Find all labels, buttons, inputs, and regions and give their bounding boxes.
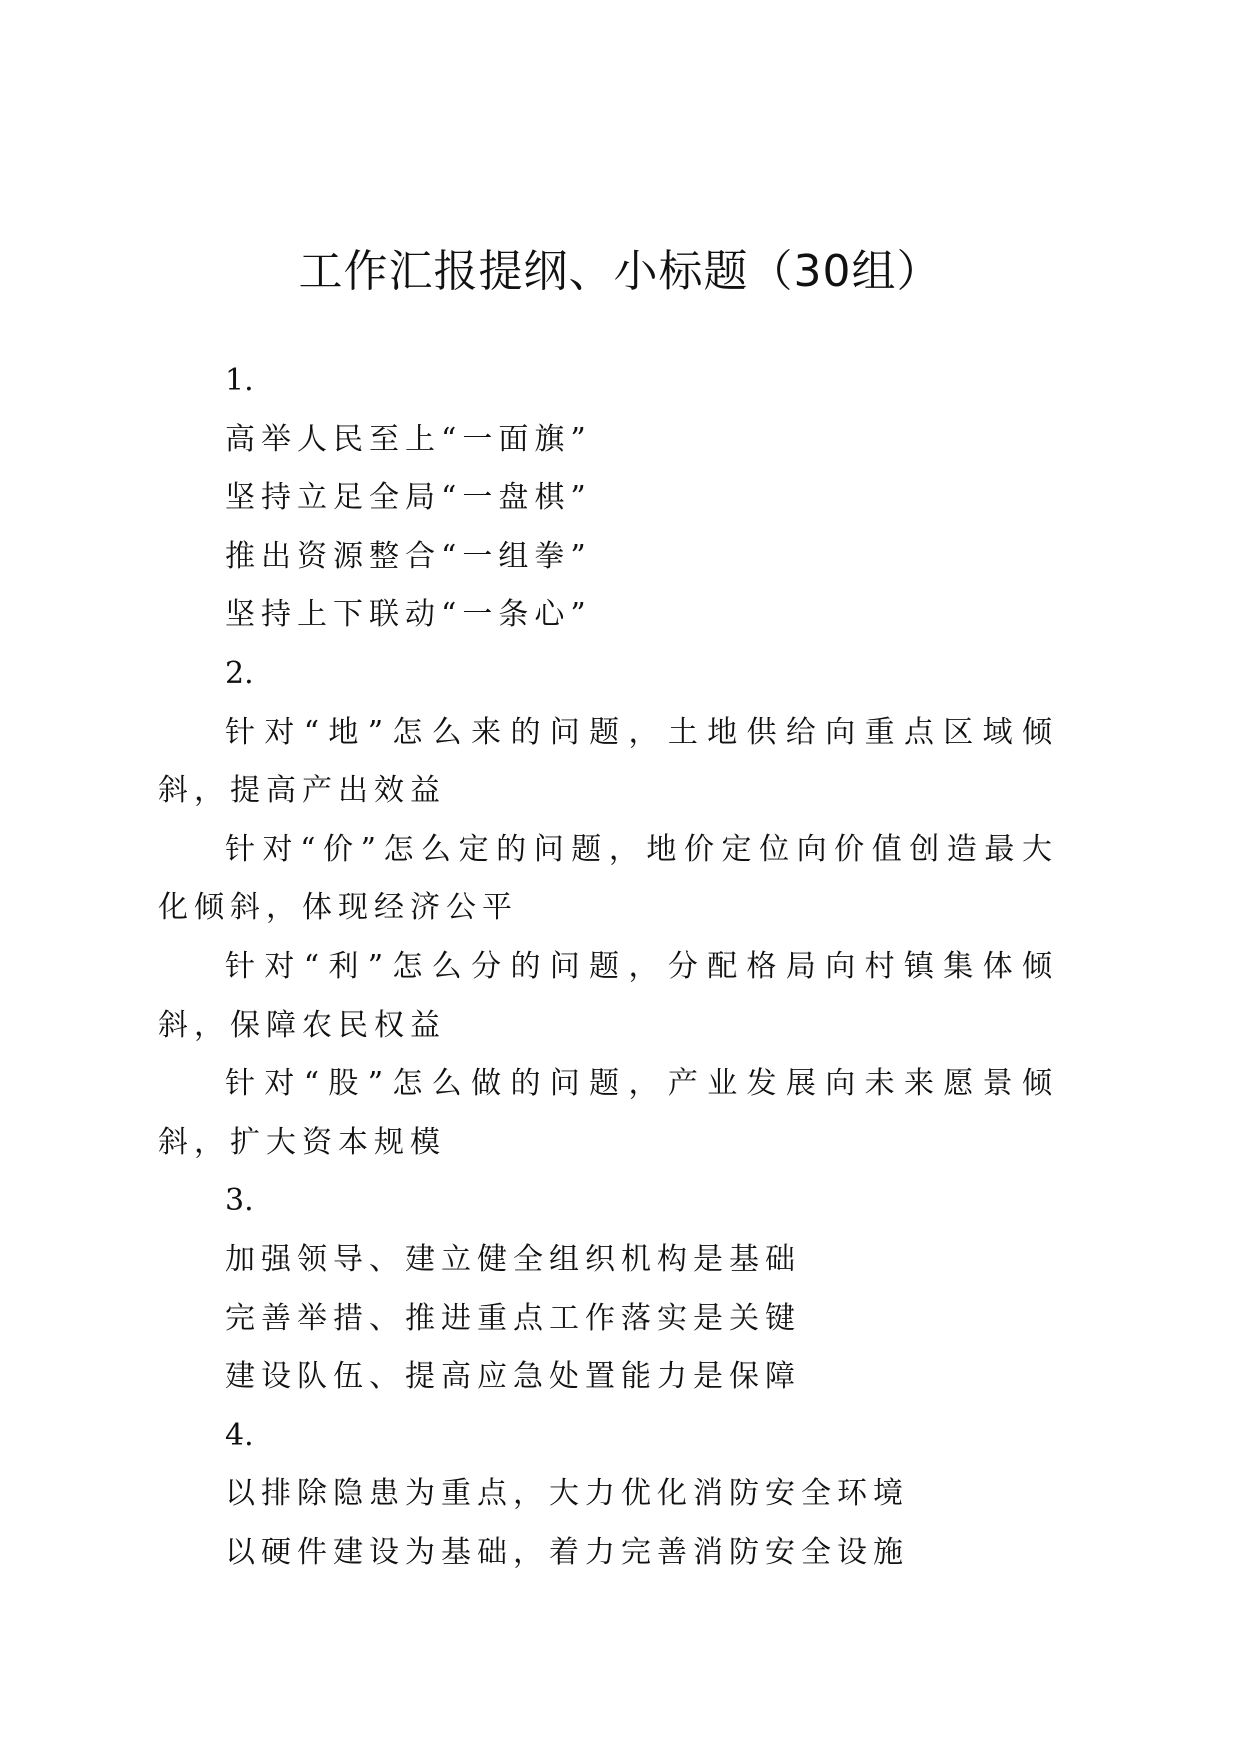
group-item: 坚持立足全局“一盘棋”: [225, 480, 592, 516]
group-item: 针对“地”怎么来的问题，土地供给向重点区域倾斜，提高产出效益: [158, 714, 1058, 809]
document-body: [158, 352, 1058, 1582]
group-number: 3.: [225, 1183, 254, 1219]
group-item: 坚持上下联动“一条心”: [225, 597, 592, 633]
group-item: 针对“价”怎么定的问题，地价定位向价值创造最大化倾斜，体现经济公平: [158, 831, 1058, 926]
group-item: 以硬件建设为基础，着力完善消防安全设施: [225, 1534, 909, 1570]
group-item: 完善举措、推进重点工作落实是关键: [225, 1300, 801, 1336]
document-title: 工作汇报提纲、小标题（30组）: [298, 246, 942, 297]
group-item: 针对“利”怎么分的问题，分配格局向村镇集体倾斜，保障农民权益: [158, 948, 1058, 1043]
group-item: 推出资源整合“一组拳”: [225, 538, 592, 574]
group-item: 以排除隐患为重点，大力优化消防安全环境: [225, 1476, 909, 1512]
group-number: 4.: [225, 1417, 254, 1453]
group-number: 1.: [225, 363, 254, 398]
group-item: 针对“股”怎么做的问题，产业发展向未来愿景倾斜，扩大资本规模: [158, 1066, 1058, 1160]
group-item: 加强领导、建立健全组织机构是基础: [225, 1241, 801, 1277]
group-item: 建设队伍、提高应急处置能力是保障: [225, 1359, 801, 1395]
group-number: 2.: [225, 655, 254, 691]
group-item: 高举人民至上“一面旗”: [225, 421, 592, 457]
